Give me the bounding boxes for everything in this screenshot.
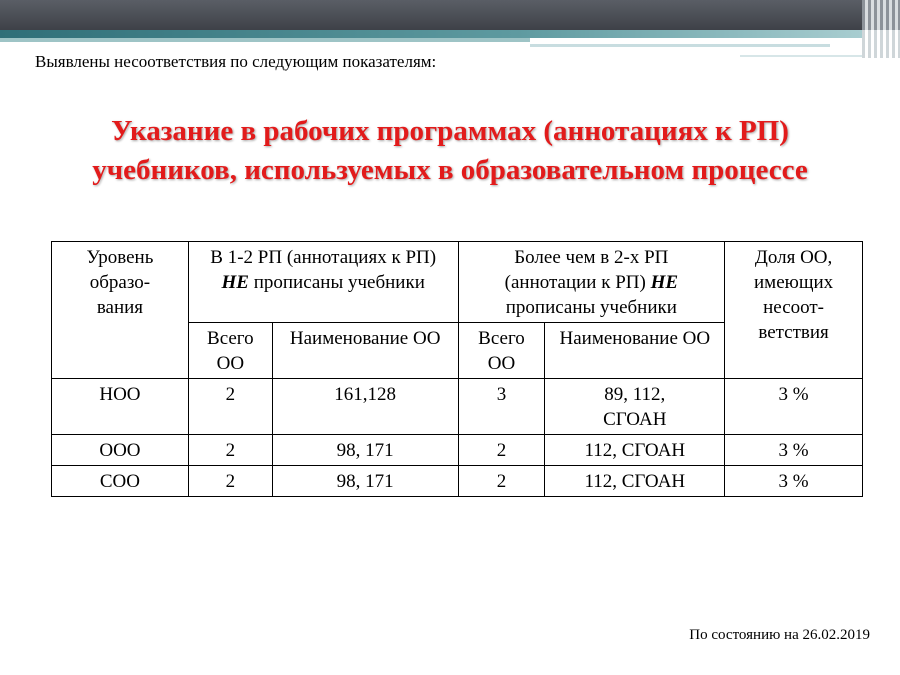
top-teal-bar <box>0 30 862 38</box>
table-row <box>52 466 863 497</box>
header-group-2: Более чем в 2-х РП (аннотации к РП) НЕ прописаны учебники <box>458 242 725 323</box>
corner-stripes-dark <box>862 0 900 30</box>
cell-total-2: 2 <box>458 435 545 466</box>
cell-level: ООО <box>52 435 189 466</box>
header-total-2: Всего ОО <box>458 323 545 379</box>
table-header-row <box>52 242 863 323</box>
cell-total-2: 3 <box>458 379 545 435</box>
cell-names-1: 98, 171 <box>272 466 458 497</box>
discrepancy-table <box>51 241 863 497</box>
cell-total-1: 2 <box>188 379 272 435</box>
table-row <box>52 379 863 435</box>
heading-line-1: Указание в рабочих программах (аннотациях к РП) <box>111 115 789 147</box>
table-row <box>52 435 863 466</box>
cell-names-1: 98, 171 <box>272 435 458 466</box>
cell-names-1: 161,128 <box>272 379 458 435</box>
top-light-line <box>530 44 830 47</box>
heading-line-2: учебников, используемых в образовательном процессе <box>92 154 808 186</box>
cell-total-2: 2 <box>458 466 545 497</box>
cell-names-2: 112, СГОАН <box>545 435 725 466</box>
header-names-2: Наименование ОО <box>545 323 725 379</box>
header-total-1: Всего ОО <box>188 323 272 379</box>
cell-level: НОО <box>52 379 189 435</box>
top-teal-underline <box>0 38 530 42</box>
cell-share: 3 % <box>725 466 863 497</box>
cell-total-1: 2 <box>188 435 272 466</box>
header-names-1: Наименование ОО <box>272 323 458 379</box>
emphasis-ne: НЕ <box>650 272 679 293</box>
cell-level: СОО <box>52 466 189 497</box>
cell-names-2: 112, СГОАН <box>545 466 725 497</box>
top-light-line-short <box>740 55 862 57</box>
cell-names-2: 89, 112, СГОАН <box>545 379 725 435</box>
status-date: По состоянию на 26.02.2019 <box>689 627 870 643</box>
intro-text: Выявлены несоответствия по следующим показателям: <box>35 52 437 71</box>
slide-heading <box>0 112 900 190</box>
cell-total-1: 2 <box>188 466 272 497</box>
top-dark-bar <box>0 0 862 30</box>
cell-share: 3 % <box>725 379 863 435</box>
header-group-1: В 1-2 РП (аннотациях к РП) НЕ прописаны учебники <box>188 242 458 323</box>
emphasis-ne: НЕ <box>221 272 249 293</box>
header-share: Доля ОО, имеющих несоот-ветствия <box>725 242 863 379</box>
cell-share: 3 % <box>725 435 863 466</box>
header-level: Уровень образо-вания <box>52 242 189 379</box>
